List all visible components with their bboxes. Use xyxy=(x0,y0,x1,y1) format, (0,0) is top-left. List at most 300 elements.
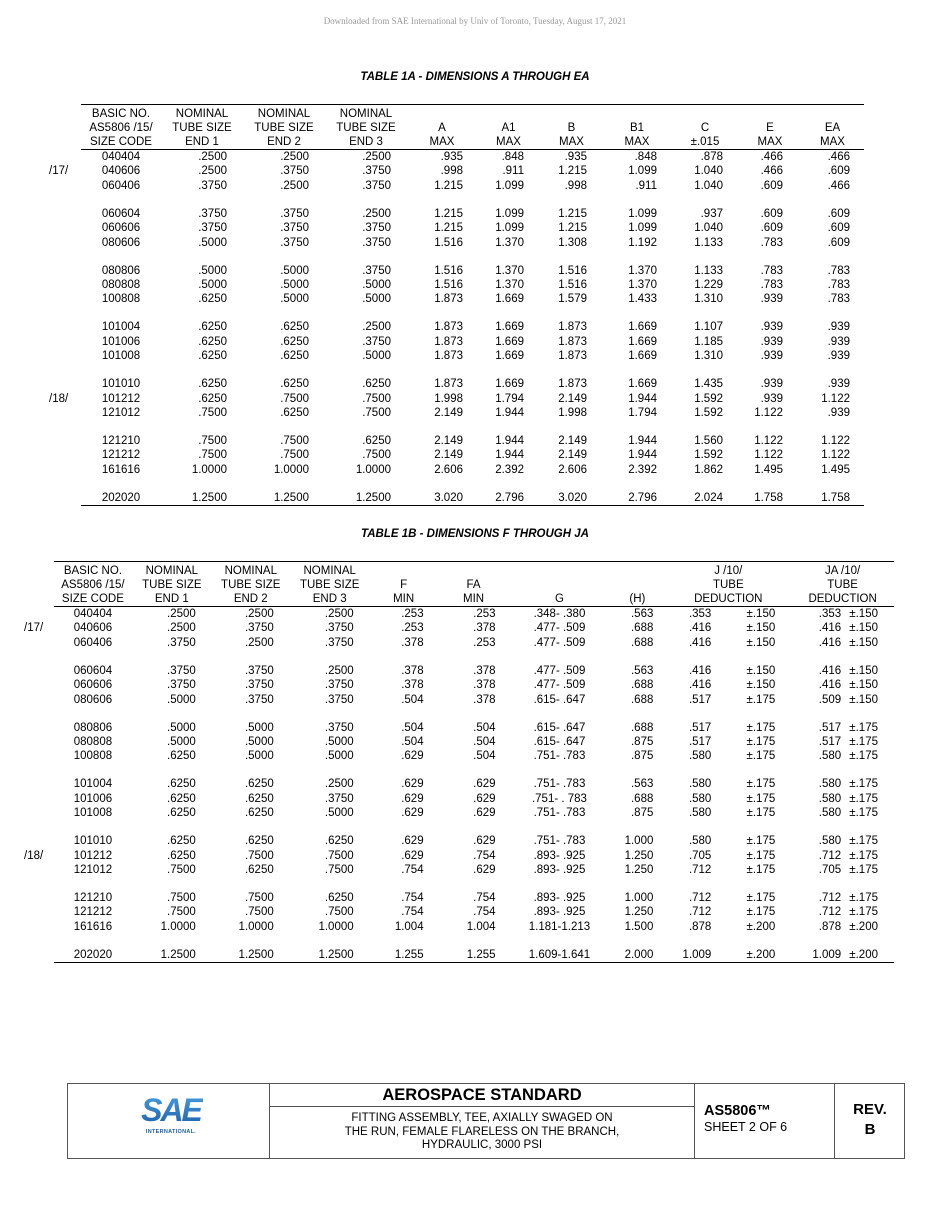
size-code-cell: 161616 xyxy=(101,463,141,476)
table-cell: 1.516 xyxy=(434,264,463,277)
row-note xyxy=(49,179,81,193)
table-cell: .517 xyxy=(818,736,842,749)
size-code-cell: 121212 xyxy=(101,449,141,462)
table-cell: 1.998 xyxy=(434,392,463,405)
table-cell: .6250 xyxy=(244,778,274,791)
row-note xyxy=(24,777,54,791)
column-header: DEDUCTION xyxy=(665,592,791,607)
table-row xyxy=(49,179,864,193)
row-note xyxy=(24,664,54,678)
row-note xyxy=(49,236,81,250)
size-code-cell: 202020 xyxy=(81,491,161,506)
row-spacer xyxy=(24,764,894,778)
table-cell: ±.175 xyxy=(746,864,776,877)
table-cell: .3750 xyxy=(324,693,354,706)
column-header: END 2 xyxy=(212,592,290,607)
table-cell: .875 xyxy=(630,807,654,820)
size-code-cell: 121210 xyxy=(73,892,113,905)
row-spacer xyxy=(24,650,894,664)
table-cell: 2.149 xyxy=(434,449,463,462)
download-note: Downloaded from SAE International by Univ of Toronto, Tuesday, August 17, 2021 xyxy=(323,16,627,26)
table-cell: 2.796 xyxy=(477,491,540,506)
table-cell: 1.040 xyxy=(694,165,723,178)
table-row xyxy=(49,264,864,278)
table-cell: 1.794 xyxy=(495,392,524,405)
row-note xyxy=(49,434,81,448)
size-code-cell: 080808 xyxy=(73,736,113,749)
column-header: JA /10/ xyxy=(791,562,894,579)
table-cell: .688 xyxy=(630,693,654,706)
row-note xyxy=(49,264,81,278)
table-cell: .504 xyxy=(401,693,424,706)
table-cell: .517 xyxy=(688,693,712,706)
table-cell: .6250 xyxy=(167,849,196,862)
row-note xyxy=(24,806,54,820)
table-cell: .3750 xyxy=(280,165,309,178)
table-row xyxy=(24,749,894,763)
revision-cell xyxy=(835,1084,905,1158)
table-cell: .466 xyxy=(760,165,783,178)
table-cell: 1.004 xyxy=(394,920,424,933)
table-cell: .5000 xyxy=(324,807,354,820)
table-cell: ±.175 xyxy=(849,721,878,734)
table-cell: ±.175 xyxy=(849,736,878,749)
column-header: NOMINAL xyxy=(212,562,290,579)
table-cell: .875 xyxy=(630,736,654,749)
table-cell: 1.944 xyxy=(495,449,524,462)
header-row xyxy=(24,592,894,607)
revision-label xyxy=(835,1100,905,1140)
size-code-cell: 101006 xyxy=(73,792,113,805)
table-cell: 1.579 xyxy=(558,293,587,306)
revision-label-text: REV. xyxy=(853,1101,887,1118)
table-cell: .3750 xyxy=(198,179,227,192)
column-header: EA xyxy=(824,122,841,134)
table-cell: .253 xyxy=(401,608,424,620)
table-cell: .629 xyxy=(473,864,496,877)
column-header xyxy=(671,105,739,122)
table-cell: ±.150 xyxy=(746,622,776,635)
size-code-cell: 101004 xyxy=(101,321,141,334)
row-note xyxy=(24,792,54,806)
table-cell: .563 xyxy=(630,664,654,677)
row-note xyxy=(24,891,54,905)
table-cell: .3750 xyxy=(280,207,309,220)
table-cell: .3750 xyxy=(244,679,274,692)
table-cell: .705 xyxy=(818,864,842,877)
row-note xyxy=(24,735,54,749)
table-cell: .3750 xyxy=(324,679,354,692)
table-cell: 1.215 xyxy=(558,165,587,178)
table-cell: .7500 xyxy=(167,892,196,905)
table-cell: .416 xyxy=(818,664,842,677)
table-cell: 1.669 xyxy=(495,378,524,391)
table-row xyxy=(24,834,894,848)
size-code-cell: 060406 xyxy=(101,179,141,192)
table-cell: .477- .509 xyxy=(533,679,586,692)
table-cell: 1.229 xyxy=(694,279,723,292)
row-note xyxy=(24,863,54,877)
table-row xyxy=(49,150,864,165)
table-cell: 1.133 xyxy=(694,236,723,249)
header-row xyxy=(49,135,864,150)
table-cell: 1.099 xyxy=(495,207,524,220)
table-cell: .378 xyxy=(473,679,496,692)
table-cell: .6250 xyxy=(362,378,391,391)
table-row xyxy=(24,721,894,735)
table-row xyxy=(24,891,894,905)
table-cell: 1.669 xyxy=(495,293,524,306)
table-cell: 1.122 xyxy=(754,435,783,448)
table-cell: .7500 xyxy=(362,407,391,420)
header-row xyxy=(24,562,894,579)
table-cell: .416 xyxy=(818,636,842,649)
table-cell: 1.122 xyxy=(821,449,850,462)
table-cell: .580 xyxy=(818,807,842,820)
table-cell: ±.175 xyxy=(849,892,878,905)
table-cell: 1.516 xyxy=(558,264,587,277)
table-cell: .580 xyxy=(688,792,712,805)
table-cell: .3750 xyxy=(280,236,309,249)
size-code-cell: 040606 xyxy=(101,165,141,178)
table-cell: .939 xyxy=(760,350,783,363)
table-cell: .6250 xyxy=(280,350,309,363)
column-header: TUBE SIZE xyxy=(336,122,396,134)
column-header xyxy=(609,562,665,579)
row-spacer xyxy=(49,477,864,491)
table-cell: 1.192 xyxy=(628,236,657,249)
table-cell: .6250 xyxy=(244,864,274,877)
table-cell: .3750 xyxy=(167,679,196,692)
table-cell: 1.310 xyxy=(694,293,723,306)
column-header xyxy=(370,562,438,579)
column-header: FA xyxy=(466,579,481,591)
table-cell: .6250 xyxy=(198,321,227,334)
table-cell: .7500 xyxy=(167,864,196,877)
table-cell: 1.592 xyxy=(694,449,723,462)
table-cell: 1.560 xyxy=(694,435,723,448)
table-row xyxy=(49,377,864,391)
row-spacer xyxy=(24,707,894,721)
row-note xyxy=(49,221,81,235)
table-cell: .466 xyxy=(827,151,850,163)
table-cell: .712 xyxy=(688,864,712,877)
table-cell: .6250 xyxy=(280,378,309,391)
table-cell: .3750 xyxy=(324,792,354,805)
table-cell: .939 xyxy=(760,293,783,306)
size-code-cell: 060604 xyxy=(73,664,113,677)
table-cell: .629 xyxy=(401,778,424,791)
header-spacer xyxy=(49,121,81,135)
size-code-cell: 060406 xyxy=(73,636,113,649)
size-code-cell: 040606 xyxy=(73,622,113,635)
table-cell: 1.215 xyxy=(434,207,463,220)
row-spacer xyxy=(49,420,864,434)
table-cell: ±.175 xyxy=(746,906,776,919)
sheet-number: SHEET 2 OF 6 xyxy=(704,1120,788,1134)
table-cell: .5000 xyxy=(198,236,227,249)
table-cell: .563 xyxy=(630,778,654,791)
size-code-cell: 080606 xyxy=(73,693,113,706)
table-cell: .6250 xyxy=(244,835,274,848)
table-row xyxy=(24,621,894,635)
table-row xyxy=(49,491,864,506)
sae-logo-subtext: INTERNATIONAL. xyxy=(145,1129,197,1135)
column-header: F xyxy=(400,579,408,591)
table-cell: .378 xyxy=(473,693,496,706)
table-cell: 1.944 xyxy=(628,435,657,448)
table-cell: .7500 xyxy=(244,892,274,905)
table-cell: 1.099 xyxy=(628,207,657,220)
table-cell: .517 xyxy=(818,721,842,734)
sae-logo-icon xyxy=(139,1094,203,1124)
column-header: NOMINAL xyxy=(290,562,370,579)
table-row xyxy=(49,278,864,292)
table-cell: .477- .509 xyxy=(533,636,586,649)
table-cell: 1.873 xyxy=(434,335,463,348)
table-cell: .7500 xyxy=(244,906,274,919)
size-code-cell: 101010 xyxy=(73,835,113,848)
table-cell: ±.150 xyxy=(746,636,776,649)
column-header: NOMINAL xyxy=(325,105,407,122)
table-cell: .878 xyxy=(818,920,842,933)
column-header xyxy=(801,105,864,122)
table-cell: .712 xyxy=(818,906,842,919)
table-cell: 1.500 xyxy=(624,920,654,933)
header-row xyxy=(49,121,864,135)
table-cell: .937 xyxy=(700,207,723,220)
table-cell: 1.370 xyxy=(628,264,657,277)
table-cell: .580 xyxy=(688,835,712,848)
table-cell: ±.175 xyxy=(746,693,776,706)
table-cell: .580 xyxy=(818,792,842,805)
table-cell: ±.175 xyxy=(746,792,776,805)
svg-text:SAE: SAE xyxy=(141,1094,201,1124)
table-cell: .504 xyxy=(401,721,424,734)
size-code-cell: 080606 xyxy=(101,236,141,249)
column-header: AS5806 /15/ xyxy=(61,579,125,591)
table-cell: .580 xyxy=(688,807,712,820)
table-cell: .5000 xyxy=(167,721,196,734)
table-cell: ±.200 xyxy=(746,920,776,933)
table-cell: .416 xyxy=(818,679,842,692)
table-cell: .629 xyxy=(473,835,496,848)
row-note xyxy=(24,948,54,963)
table-cell: 1.873 xyxy=(434,293,463,306)
table-cell: .6250 xyxy=(244,792,274,805)
size-code-cell: 101010 xyxy=(101,378,141,391)
table-cell: ±.175 xyxy=(746,778,776,791)
table-cell: 1.310 xyxy=(694,350,723,363)
table-cell: 1.669 xyxy=(495,321,524,334)
header-spacer xyxy=(49,105,81,122)
table-cell: 1.370 xyxy=(628,279,657,292)
table-cell: .6250 xyxy=(362,435,391,448)
table-cell: .6250 xyxy=(167,835,196,848)
table-cell: .378 xyxy=(473,664,496,677)
table-cell: .504 xyxy=(401,736,424,749)
table-cell: 1.998 xyxy=(558,407,587,420)
table-cell: .754 xyxy=(473,849,496,862)
column-header: END 2 xyxy=(243,135,325,150)
table-cell: .2500 xyxy=(244,608,274,620)
table-cell: .751- .783 xyxy=(533,835,586,848)
table-cell: 1.0000 xyxy=(191,463,227,476)
table-cell: .2500 xyxy=(198,151,227,163)
column-header xyxy=(407,105,477,122)
column-header: MAX xyxy=(540,135,603,150)
table-cell: 1.099 xyxy=(628,165,657,178)
table-row xyxy=(24,849,894,863)
table-cell: .911 xyxy=(502,165,524,178)
row-note xyxy=(49,207,81,221)
table-cell: .2500 xyxy=(280,179,309,192)
table-cell: ±.175 xyxy=(849,864,878,877)
row-note: /18/ xyxy=(49,392,69,405)
column-header: MAX xyxy=(477,135,540,150)
row-note xyxy=(49,335,81,349)
table-cell: 1.495 xyxy=(821,463,850,476)
table-row xyxy=(24,693,894,707)
table-cell: 1.944 xyxy=(628,449,657,462)
table-cell: .5000 xyxy=(167,736,196,749)
header-row xyxy=(24,578,894,592)
table-cell: .2500 xyxy=(362,207,391,220)
table-cell: ±.175 xyxy=(849,807,878,820)
table-row xyxy=(49,221,864,235)
row-note xyxy=(49,349,81,363)
table-1a-title: TABLE 1A - DIMENSIONS A THROUGH EA xyxy=(360,71,590,83)
column-header: TUBE SIZE xyxy=(221,579,281,591)
table-cell: .609 xyxy=(827,165,850,178)
table-cell: 1.669 xyxy=(495,350,524,363)
row-spacer xyxy=(24,934,894,948)
column-header xyxy=(603,105,671,122)
column-header: MAX xyxy=(407,135,477,150)
table-cell: .615- .647 xyxy=(533,693,586,706)
table-cell: 1.0000 xyxy=(160,920,196,933)
table-cell: .5000 xyxy=(198,279,227,292)
table-cell: ±.175 xyxy=(746,892,776,905)
table-cell: .615- .647 xyxy=(533,736,586,749)
table-cell: .509 xyxy=(818,693,842,706)
row-note xyxy=(49,491,81,506)
table-cell: 1.873 xyxy=(434,350,463,363)
column-header: MAX xyxy=(801,135,864,150)
table-cell: 1.516 xyxy=(434,236,463,249)
row-note xyxy=(24,607,54,622)
table-cell: .580 xyxy=(818,750,842,763)
table-row xyxy=(24,777,894,791)
column-header: DEDUCTION xyxy=(791,592,894,607)
column-header xyxy=(540,105,603,122)
table-row xyxy=(49,236,864,250)
table-cell: 1.2500 xyxy=(132,948,212,963)
size-code-cell: 101212 xyxy=(101,392,141,405)
row-spacer xyxy=(49,307,864,321)
table-cell: .893- .925 xyxy=(533,864,586,877)
table-1a xyxy=(49,104,864,506)
table-cell: .563 xyxy=(630,608,654,620)
table-cell: .754 xyxy=(401,892,424,905)
table-cell: .477- .509 xyxy=(533,622,586,635)
table-cell: .7500 xyxy=(167,906,196,919)
column-header: BASIC NO. xyxy=(54,562,132,579)
table-cell: 1.433 xyxy=(628,293,657,306)
table-cell: 1.516 xyxy=(558,279,587,292)
row-spacer xyxy=(24,821,894,835)
column-header: END 3 xyxy=(325,135,407,150)
table-cell: ±.175 xyxy=(746,721,776,734)
row-note: /17/ xyxy=(24,622,44,635)
table-1b-title: TABLE 1B - DIMENSIONS F THROUGH JA xyxy=(361,528,589,540)
table-cell: 1.215 xyxy=(434,179,463,192)
table-cell: .935 xyxy=(440,151,463,163)
table-cell: .2500 xyxy=(198,165,227,178)
table-cell: ±.175 xyxy=(746,807,776,820)
table-cell: .7500 xyxy=(324,849,354,862)
description-line: THE RUN, FEMALE FLARELESS ON THE BRANCH, xyxy=(344,1125,620,1138)
table-cell: 1.873 xyxy=(558,378,587,391)
table-cell: 1.0000 xyxy=(318,920,354,933)
table-cell: .7500 xyxy=(324,864,354,877)
header-spacer xyxy=(49,135,81,150)
size-code-cell: 100808 xyxy=(73,750,113,763)
table-cell: .688 xyxy=(630,636,654,649)
table-cell: .3750 xyxy=(198,222,227,235)
table-cell: 1.099 xyxy=(495,179,524,192)
column-header: TUBE xyxy=(827,579,858,591)
table-cell: .580 xyxy=(688,750,712,763)
table-cell: .5000 xyxy=(324,736,354,749)
table-cell: 1.370 xyxy=(495,236,524,249)
table-cell: .7500 xyxy=(280,435,309,448)
table-cell: 1.609-1.641 xyxy=(510,948,610,963)
table-row xyxy=(24,920,894,934)
table-cell: ±.175 xyxy=(746,750,776,763)
table-cell: .629 xyxy=(401,792,424,805)
column-header: C xyxy=(700,122,710,134)
table-cell: 1.2500 xyxy=(325,491,407,506)
table-cell: .504 xyxy=(473,750,496,763)
table-cell: 1.040 xyxy=(694,179,723,192)
table-cell: ±.175 xyxy=(746,736,776,749)
column-header: B1 xyxy=(629,122,645,134)
table-cell: 1.040 xyxy=(694,222,723,235)
size-code-cell: 101004 xyxy=(73,778,113,791)
table-cell: .504 xyxy=(473,721,496,734)
column-header: NOMINAL xyxy=(132,562,212,579)
table-cell: .939 xyxy=(827,378,850,391)
table-cell: .416 xyxy=(688,664,712,677)
table-cell: 1.873 xyxy=(434,321,463,334)
row-note xyxy=(49,150,81,165)
table-cell: ±.175 xyxy=(849,750,878,763)
table-cell: .3750 xyxy=(362,236,391,249)
table-cell: ±.200 xyxy=(849,948,894,963)
table-cell: 1.255 xyxy=(438,948,510,963)
table-cell: .3750 xyxy=(362,179,391,192)
table-cell: 1.669 xyxy=(628,378,657,391)
table-cell: .416 xyxy=(818,622,842,635)
table-cell: 1.250 xyxy=(624,849,654,862)
table-cell: .6250 xyxy=(198,335,227,348)
table-cell: .5000 xyxy=(244,750,274,763)
column-header: TUBE SIZE xyxy=(254,122,314,134)
size-code-cell: 060606 xyxy=(101,222,141,235)
table-row xyxy=(49,392,864,406)
table-cell: .848 xyxy=(634,151,657,163)
